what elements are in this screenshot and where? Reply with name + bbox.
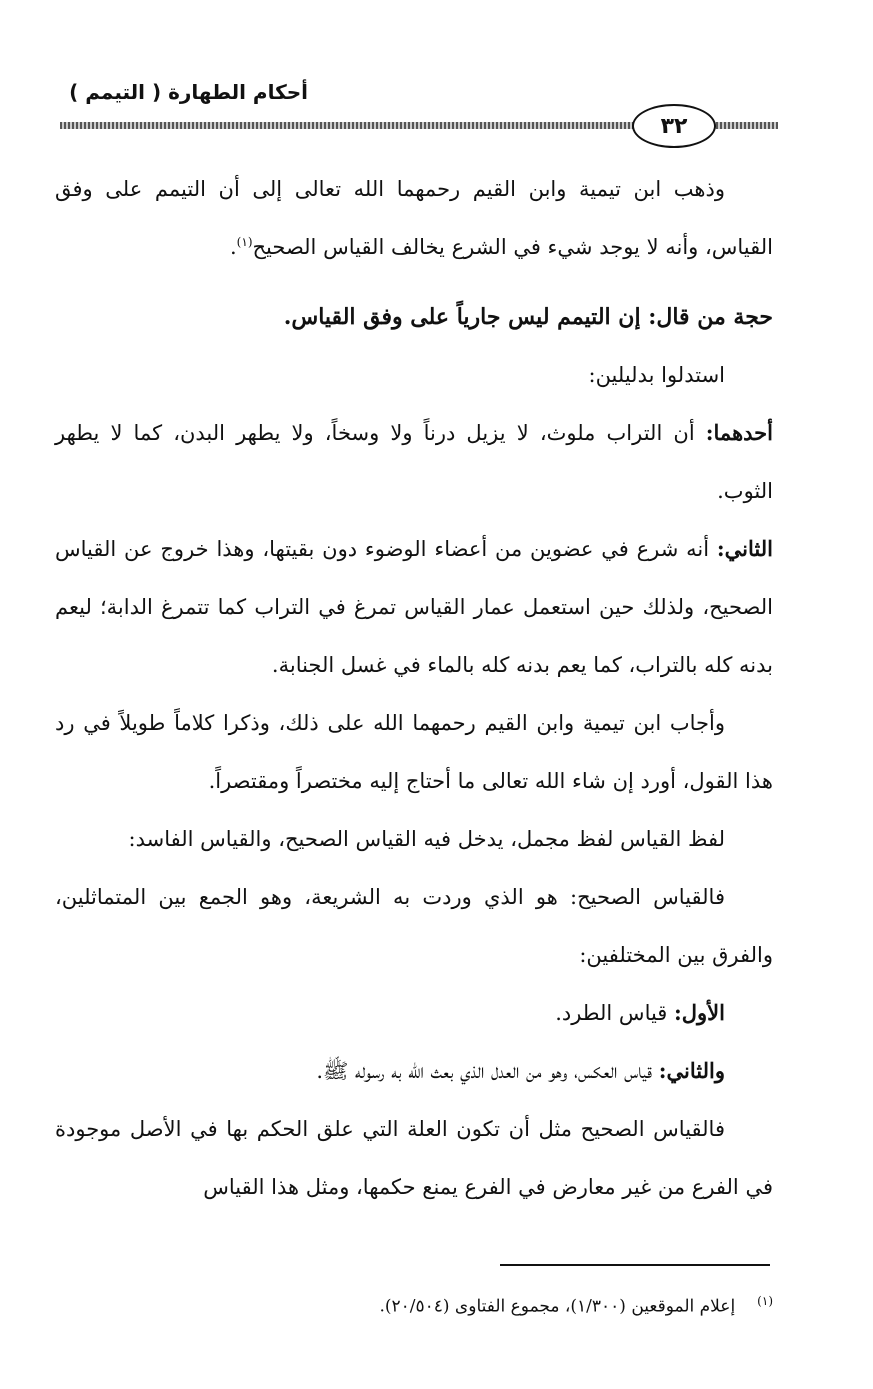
page-number-text: ٣٢: [660, 113, 688, 139]
footnote-text: إعلام الموقعين (١/٣٠٠)، مجموع الفتاوى (٢٠/٥٠٤).: [379, 1296, 736, 1317]
paragraph-3: [55, 404, 773, 520]
paragraph-5: وأجاب ابن تيمية وابن القيم رحمهما الله على ذلك، وذكرا كلاماً طويلاً في رد هذا القول، أورد إن شاء الله تعالى ما أحتاج إليه مختصراً ومقتصراً.: [55, 711, 773, 793]
paragraph-9-text: قياس العكس، وهو من العدل الذي بعث الله به رسوله ﷺ.: [316, 1059, 659, 1083]
paragraph-8: [55, 984, 773, 1042]
footnote: [55, 1286, 773, 1322]
paragraph-3-text: أن التراب ملوث، لا يزيل درناً ولا وسخاً، ولا يطهر البدن، كما لا يطهر الثوب.: [55, 421, 773, 503]
paragraph-1-text: وذهب ابن تيمية وابن القيم رحمهما الله تعالى إلى أن التيمم على وفق القياس، وأنه لا يوجد شيء في الشرع يخالف القياس الصحيح: [55, 177, 773, 259]
paragraph-1-end: .: [229, 235, 237, 259]
section-heading: حجة من قال: إن التيمم ليس جارياً على وفق القياس.: [283, 304, 773, 330]
page-header: [0, 0, 873, 150]
paragraph-1: [55, 160, 773, 276]
paragraph-8-text: قياس الطرد.: [555, 1001, 675, 1025]
header-rule-right: [708, 122, 778, 129]
paragraph-6: لفظ القياس لفظ مجمل، يدخل فيه القياس الصحيح، والقياس الفاسد:: [128, 827, 725, 851]
paragraph-2: استدلوا بدليلين:: [588, 363, 725, 387]
paragraph-9-label: والثاني:: [658, 1058, 725, 1083]
paragraph-7: فالقياس الصحيح: هو الذي وردت به الشريعة، وهو الجمع بين المتماثلين، والفرق بين المختلفين:: [55, 885, 773, 967]
running-title: أحكام الطهارة ( التيمم ): [69, 80, 308, 104]
paragraph-4: [55, 520, 773, 694]
main-text: [55, 160, 773, 1216]
paragraph-3-label: أحدهما:: [705, 420, 773, 445]
footnote-separator: [500, 1264, 770, 1266]
footnote-number: (١): [757, 1294, 773, 1308]
paragraph-4-text: أنه شرع في عضوين من أعضاء الوضوء دون بقيتها، وهذا خروج عن القياس الصحيح، ولذلك حين استعمل عمار القياس تمرغ في التراب كما تتمرغ الدابة؛ ليعم بدنه كله بالتراب، كما يعم بدنه كله بالماء في غسل الجنابة.: [55, 537, 773, 677]
paragraph-4-label: الثاني:: [716, 536, 773, 561]
paragraph-9: [55, 1042, 773, 1100]
paragraph-10: فالقياس الصحيح مثل أن تكون العلة التي علق الحكم بها في الأصل موجودة في الفرع من غير معارض في الفرع يمنع حكمها، ومثل هذا القياس: [55, 1117, 773, 1199]
footnote-ref[interactable]: (١): [236, 235, 253, 249]
paragraph-8-label: الأول:: [674, 1000, 725, 1025]
page-number: [632, 104, 716, 148]
header-rule-left: [60, 122, 635, 129]
